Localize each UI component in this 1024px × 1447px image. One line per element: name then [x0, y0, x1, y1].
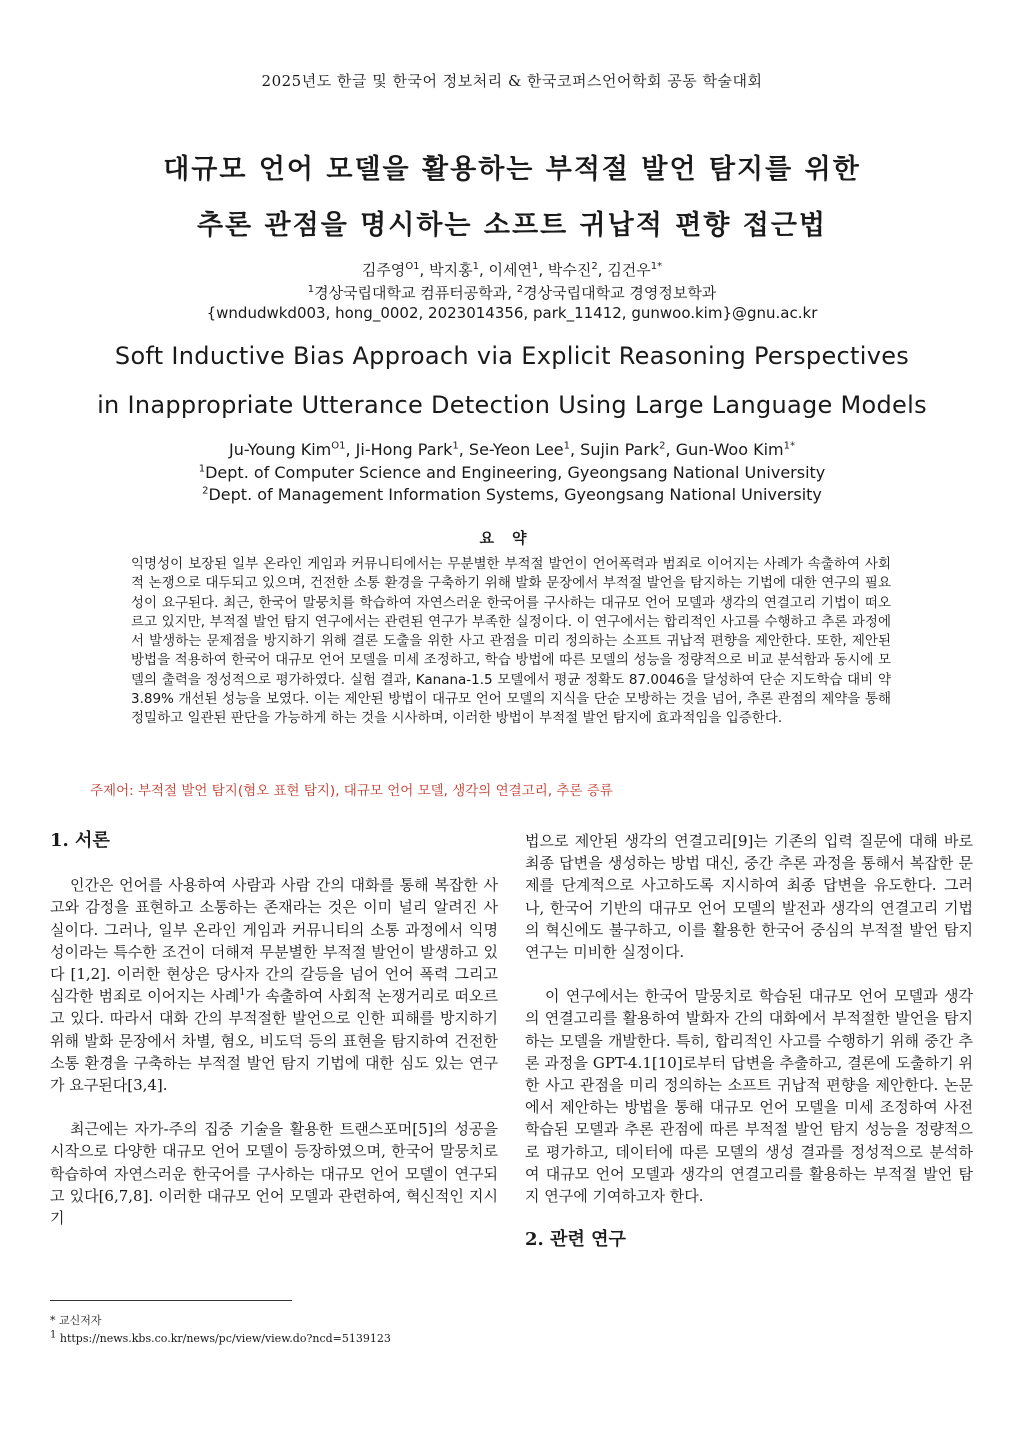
- right-column: [525, 830, 973, 1251]
- english-affiliation-1: $^1$Dept. of Computer Science and Engineering, Gyeongsang National University: [198, 463, 826, 482]
- abstract-heading: 요약: [479, 529, 545, 547]
- intro-paragraph-3: 법으로 제안된 생각의 연결고리[9]는 기존의 입력 질문에 대해 바로 최종 답변을 생성하는 방법 대신, 중간 추론 과정을 통해서 복잡한 문제를 단계적으로 사고하도록 지시하여 최종 답변을 유도한다. 그러나, 한국어 기반의 대규모 언어 모델의 발전과 생각의 연결고리 기법의 혁신에도 불구하고, 이를 활용한 한국어 중심의 부적절 발언 탐지 연구는 미비한 실정이다.: [525, 832, 973, 962]
- english-affiliation-2: $^2$Dept. of Management Information Systems, Gyeongsang National University: [202, 485, 822, 504]
- author-2: 박지홍: [429, 261, 473, 279]
- left-column: [50, 830, 498, 1229]
- affiliation-1: 경상국립대학교 컴퓨터공학과,: [314, 284, 512, 302]
- footnote-ref-1: 1: [239, 987, 246, 999]
- author-3: 이세연: [488, 261, 532, 279]
- korean-title-line-1: 대규모 언어 모델을 활용하는 부적절 발언 탐지를 위한: [163, 154, 861, 185]
- author-en-4: Sujin Park: [580, 440, 660, 459]
- abstract-text: 익명성이 보장된 일부 온라인 게임과 커뮤니티에서는 무분별한 부적절 발언이 언어폭력과 범죄로 이어지는 사례가 속출하여 사회적 논쟁으로 대두되고 있으며, 건전한 소통 환경을 구축하기 위해 발화 문장에서 부적절 발언을 탐지하는 기법에 대한 연구의 필요성이 요구된다. 최근, 한국어 말뭉치를 학습하여 자연스러운 한국어를 구사하는 대규모 언어 모델과 생각의 연결고리 기법이 떠오르고 있지만, 부적절 발언 탐지 연구에서는 관련된 연구가 부족한 실정이다. 이 연구에서는 합리적인 사고를 수행하고 추론 과정에서 발생하는 문제점을 방지하기 위해 결론 도출을 위한 사고 관점을 미리 정의하는 소프트 귀납적 편향을 제안한다. 또한, 제안된 방법을 적용하여 한국어 대규모 언어 모델을 미세 조정하고, 학습 방법에 따른 모델의 성능을 정량적으로 비교 분석함과 동시에 모델의 출력을 정성적으로 평가하였다. 실험 결과, Kanana-1.5 모델에서 평균 정확도 87.0046을 달성하여 단순 지도학습 대비 약 3.89% 개선된 성능을 보였다. 이는 제안된 방법이 대규모 언어 모델의 지식을 단순 모방하는 것을 넘어, 추론 관점의 제약을 통해 정밀하고 일관된 판단을 가능하게 하는 것을 시사하며, 이러한 방법이 부적절 발언 탐지에 효과적임을 입증한다.: [131, 556, 891, 727]
- footnote-1: $^1$ https://news.kbs.co.kr/news/pc/view/view.do?ncd=5139123: [50, 1329, 391, 1345]
- korean-title-line-2: 추론 관점을 명시하는 소프트 귀납적 편향 접근법: [196, 210, 828, 241]
- footnote-1-url[interactable]: https://news.kbs.co.kr/news/pc/view/view.do?ncd=5139123: [59, 1332, 391, 1345]
- korean-affiliations: $^1$경상국립대학교 컴퓨터공학과, $^2$경상국립대학교 경영정보학과: [307, 284, 717, 302]
- english-title-line-1: Soft Inductive Bias Approach via Explicit Reasoning Perspectives: [114, 342, 910, 370]
- author-en-2: Ji-Hong Park: [355, 440, 453, 459]
- author-5: 김건우: [607, 261, 651, 279]
- author-en-5: Gun-Woo Kim: [675, 440, 784, 459]
- author-emails: {wndudwkd003, hong_0002, 2023014356, park_11412, gunwoo.kim}@gnu.ac.kr: [206, 304, 818, 322]
- author-en-1: Ju-Young Kim: [229, 440, 332, 459]
- korean-authors: 김주영$^{O1}$, 박지홍$^1$, 이세연$^1$, 박수진$^2$, 김건우$^{1*}$: [361, 261, 663, 279]
- footnote-divider: [50, 1300, 292, 1301]
- intro-paragraph-1: 인간은 언어를 사용하여 사람과 사람 간의 대화를 통해 복잡한 사고와 감정을 표현하고 소통하는 존재라는 것은 이미 널리 알려진 사실이다. 그러나, 일부 온라인 게임과 커뮤니티의 소통 과정에서 익명성이라는 특수한 조건이 더해져 무분별한 부적절 발언이 발생하고 있다 [1,2]. 이러한 현상은 당사자 간의 갈등을 넘어 언어 폭력 그리고 심각한 범죄로 이어지는 사례$^1$가 속출하여 사회적 논쟁거리로 떠오르고 있다. 따라서 대화 간의 부적절한 발언으로 인한 피해를 방지하기 위해 발화 문장에서 차별, 혐오, 비도덕 등의 표현을 탐지하여 건전한 소통 환경을 구축하는 부적절 발언 탐지 기법에 대한 심도 있는 연구가 요구된다[3,4].: [50, 876, 498, 1095]
- section-1-title: 1. 서론: [50, 830, 110, 851]
- author-en-3: Se-Yeon Lee: [468, 440, 564, 459]
- author-4: 박수진: [547, 261, 592, 279]
- footnote-corresponding: * 교신저자: [50, 1314, 102, 1327]
- english-authors: Ju-Young Kim$^{O1}$, Ji-Hong Park$^1$, Se-Yeon Lee$^1$, Sujin Park$^2$, Gun-Woo Kim$^{1*}$: [229, 440, 795, 459]
- english-title-line-2: in Inappropriate Utterance Detection Using Large Language Models: [97, 391, 927, 419]
- section-2-title: 2. 관련 연구: [525, 1229, 626, 1251]
- affiliation-2: 경상국립대학교 경영정보학과: [523, 284, 717, 302]
- intro-paragraph-2: 최근에는 자가-주의 집중 기술을 활용한 트랜스포머[5]의 성공을 시작으로 다양한 대규모 언어 모델이 등장하였으며, 한국어 말뭉치로 학습하여 자연스러운 한국어를 구사하는 대규모 언어 모델이 연구되고 있다[6,7,8]. 이러한 대규모 언어 모델과 관련하여, 혁신적인 지시 기: [50, 1120, 498, 1228]
- keywords: 주제어: 부적절 발언 탐지(혐오 표현 탐지), 대규모 언어 모델, 생각의 연결고리, 추론 증류: [90, 783, 613, 799]
- author-1: 김주영: [361, 261, 406, 279]
- intro-paragraph-4: 이 연구에서는 한국어 말뭉치로 학습된 대규모 언어 모델과 생각의 연결고리를 활용하여 발화자 간의 대화에서 부적절한 발언을 탐지하는 모델을 개발한다. 특히, 합리적인 사고를 수행하기 위해 중간 추론 과정을 GPT-4.1[10]로부터 답변을 추출하고, 결론에 도출하기 위한 사고 관점을 미리 정의하는 소프트 귀납적 편향을 제안한다. 논문에서 제안하는 방법을 통해 대규모 언어 모델을 미세 조정하여 사전 학습된 모델과 추론 관점에 따른 부적절 발언 탐지 성능을 정량적으로 평가하고, 데이터에 따른 모델의 생성 결과를 정성적으로 분석하여 대규모 언어 모델과 생각의 연결고리를 활용하는 부적절 발언 탐지 연구에 기여하고자 한다.: [525, 987, 973, 1206]
- conference-header: 2025년도 한글 및 한국어 정보처리 & 한국코퍼스언어학회 공동 학술대회: [261, 72, 763, 90]
